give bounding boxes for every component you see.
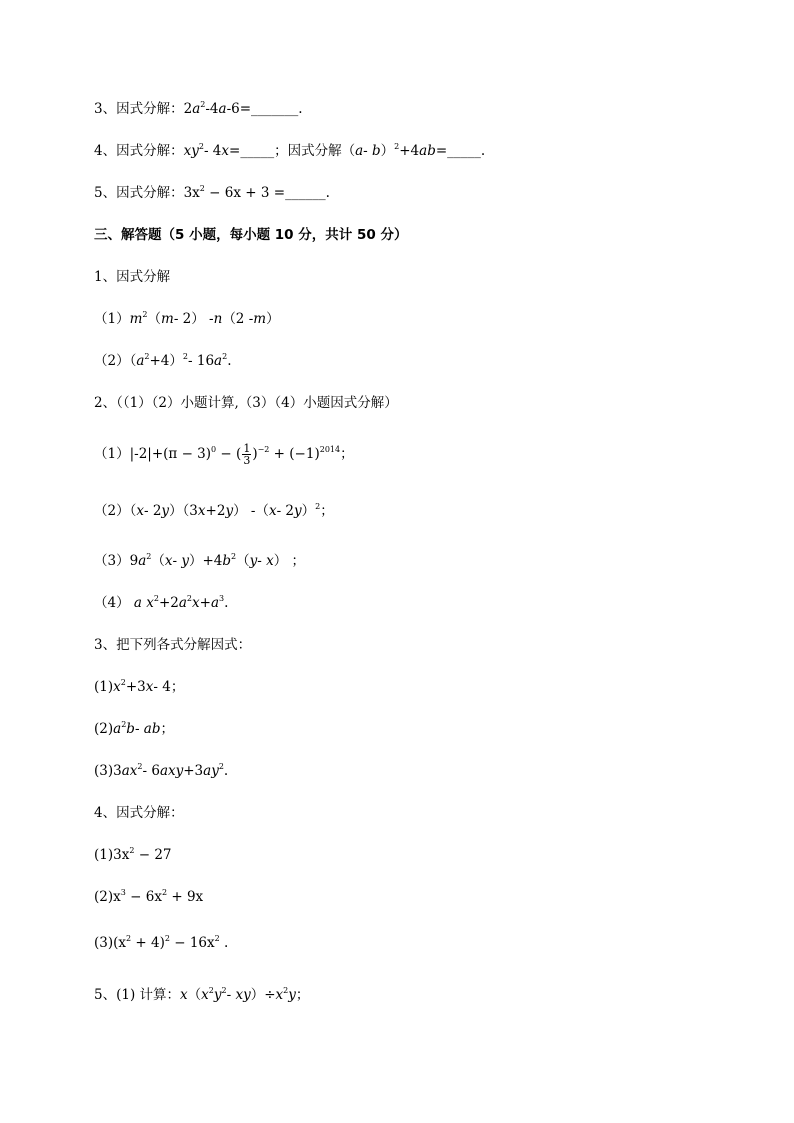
expr-part: （ — [236, 553, 250, 569]
expr-part: y — [225, 503, 234, 519]
expr-part: - — [257, 553, 267, 569]
expr-part: x — [221, 143, 230, 159]
expr-part: - 16 — [188, 353, 215, 369]
expr-part: + 4) — [131, 935, 165, 951]
expr-part: y — [213, 987, 222, 1003]
expr-part: ）（3 — [169, 503, 198, 519]
expr-part: ab — [143, 721, 161, 737]
part-prefix: (3)3 — [94, 763, 122, 779]
expr-part: . — [480, 143, 486, 159]
exponent: 2 — [198, 142, 204, 151]
item-label: 5、(1) 计算： — [94, 987, 181, 1003]
question-2-part-2 — [94, 501, 334, 521]
expr-part: -4 — [205, 101, 219, 117]
expr-part: ； — [295, 987, 310, 1003]
part-prefix: (2)x — [94, 889, 121, 905]
expr-part: - — [363, 143, 372, 159]
expr-part: ） — [301, 503, 316, 519]
part-prefix: (1) — [94, 679, 114, 695]
expr-part: . — [223, 763, 229, 779]
expr-part: ）+4 — [188, 553, 223, 569]
exponent: 2 — [153, 594, 159, 603]
expr-part: ） -（ — [233, 503, 269, 519]
expr-part: +4） — [149, 353, 183, 369]
expr-part: ax — [121, 763, 138, 779]
exponent: 2 — [214, 934, 220, 943]
expr-part: x — [164, 553, 173, 569]
expr-part: ；因式分解（ — [274, 143, 356, 159]
exponent: 2 — [283, 986, 289, 995]
question-4-part-1 — [94, 845, 172, 865]
question-1-label: 1、因式分解 — [94, 269, 171, 285]
expr-part: +3 — [183, 763, 204, 779]
exponent: 2 — [120, 678, 126, 687]
expr-part: x — [180, 987, 188, 1003]
expr-part: 2 — [183, 101, 193, 117]
exponent: 2 — [208, 986, 214, 995]
question-3-label: 3、把下列各式分解因式： — [94, 637, 252, 653]
expr-part: axy — [159, 763, 184, 779]
expr-part: - 2 — [143, 503, 162, 519]
expr-part: − 6x — [125, 889, 162, 905]
part-prefix: （1） — [94, 311, 130, 327]
expr-part: x — [197, 503, 206, 519]
question-2-part-3 — [94, 551, 305, 571]
exponent: 2 — [164, 934, 170, 943]
expr-part: + 9x — [167, 889, 204, 905]
question-1-part-2 — [94, 351, 231, 371]
expr-part: . — [325, 185, 330, 201]
exponent: 2014 — [319, 445, 341, 454]
answer-blank[interactable]: ______ — [285, 185, 326, 201]
expr-part: ； — [320, 503, 334, 519]
expr-part: y — [161, 503, 170, 519]
expr-part: . — [227, 353, 232, 369]
expr-part: xy — [235, 987, 251, 1003]
exponent: 2 — [144, 352, 150, 361]
expr-part: +2 — [158, 595, 179, 611]
exponent: 2 — [218, 762, 224, 771]
expr-part: x — [266, 553, 274, 569]
part-prefix: （2）（ — [94, 353, 137, 369]
expr-part: + — [199, 595, 211, 611]
exponent: 0 — [211, 445, 217, 454]
exponent: 2 — [394, 142, 400, 151]
expr-part: b — [372, 143, 381, 159]
exponent: 2 — [161, 888, 168, 897]
exponent: −2 — [257, 445, 270, 454]
expr-part: − 6x + 3 = — [204, 185, 286, 201]
expr-part: x — [113, 679, 121, 695]
expr-part: . — [298, 101, 303, 117]
expr-part: ）÷ — [250, 987, 276, 1003]
expr-part: a — [218, 101, 227, 117]
fraction — [242, 443, 251, 466]
expr-part: +4 — [399, 143, 420, 159]
question-3-part-2 — [94, 719, 174, 739]
expr-part: - 4 — [203, 143, 222, 159]
fill-item-5 — [94, 183, 330, 203]
expr-part: ） ； — [273, 553, 306, 569]
expr-part: y — [288, 987, 296, 1003]
question-2-part-1 — [94, 443, 354, 466]
expr-part: a — [192, 101, 201, 117]
expr-part: - — [172, 553, 182, 569]
expr-part: m — [253, 311, 267, 327]
expr-part: - 6 — [142, 763, 160, 779]
item-label: 4、因式分解： — [94, 143, 184, 159]
expr-part: + (−1) — [269, 446, 320, 462]
expr-part: （2 - — [222, 311, 254, 327]
expr-part: x — [275, 987, 284, 1003]
numerator: 1 — [243, 442, 251, 455]
exponent: 2 — [129, 846, 135, 855]
exponent: 3 — [219, 594, 225, 603]
item-label: 3、因式分解： — [94, 101, 184, 117]
expr-part: ay — [203, 763, 219, 779]
denominator: 3 — [243, 454, 251, 467]
part-prefix: （4） — [94, 595, 134, 611]
expr-part: x — [136, 503, 144, 519]
expr-part: ) — [252, 446, 258, 462]
exponent: 2 — [222, 352, 228, 361]
part-prefix: (2) — [94, 721, 114, 737]
expr-part: a — [178, 595, 187, 611]
expr-part: x — [268, 503, 277, 519]
exponent: 2 — [146, 552, 152, 561]
question-4-part-2 — [94, 887, 203, 907]
expr-part: b — [222, 553, 232, 569]
exponent: 2 — [199, 184, 205, 193]
fill-item-4 — [94, 141, 485, 161]
question-5 — [94, 985, 309, 1005]
answer-blank[interactable]: _______ — [251, 101, 299, 117]
expr-part: ； — [340, 446, 354, 462]
expr-part: - 4； — [153, 679, 185, 695]
expr-part: = — [229, 143, 241, 159]
expr-part: − 27 — [134, 847, 172, 863]
expr-part: - — [226, 987, 236, 1003]
expr-part: − 16x — [169, 935, 215, 951]
expr-part: -6= — [226, 101, 252, 117]
item-label: 5、因式分解： — [94, 185, 184, 201]
expr-part: 3x — [183, 185, 200, 201]
expr-part: . — [219, 935, 229, 951]
expr-part: xy — [183, 143, 199, 159]
expr-part: （ — [151, 553, 165, 569]
question-4-part-3 — [94, 933, 228, 953]
expr-part: - 2 — [276, 503, 295, 519]
expr-part: |-2|+(π − 3) — [129, 446, 212, 462]
expr-part: ） — [380, 143, 395, 159]
expr-part: a — [113, 721, 122, 737]
expr-part: a — [138, 553, 147, 569]
exponent: 2 — [121, 720, 127, 729]
expr-part: （ — [187, 987, 202, 1003]
expr-part: +2 — [205, 503, 226, 519]
part-prefix: （3）9 — [94, 553, 139, 569]
expr-part: a — [214, 353, 223, 369]
fill-item-3 — [94, 99, 303, 119]
expr-part: a x — [133, 595, 154, 611]
exponent: 2 — [142, 310, 148, 319]
exponent: 2 — [137, 762, 143, 771]
part-prefix: （1） — [94, 446, 130, 462]
exponent: 2 — [221, 986, 227, 995]
expr-part: - — [134, 721, 144, 737]
expr-part: y — [181, 553, 189, 569]
expr-part: b — [126, 721, 135, 737]
part-prefix: (3)(x — [94, 935, 127, 951]
question-1-part-1 — [94, 309, 280, 329]
answer-blank[interactable]: _____ — [240, 143, 275, 159]
expr-part: − ( — [216, 446, 242, 462]
exponent: 3 — [120, 888, 126, 897]
question-3-part-1 — [94, 677, 184, 697]
expr-part: x — [201, 987, 209, 1003]
exponent: 2 — [182, 352, 188, 361]
exponent: 2 — [126, 934, 132, 943]
part-prefix: （2）（ — [94, 503, 137, 519]
expr-part: a — [355, 143, 364, 159]
exponent: 2 — [315, 502, 321, 511]
part-prefix: (1)3x — [94, 847, 130, 863]
question-2-part-4 — [94, 593, 228, 613]
expr-part: = — [435, 143, 448, 159]
expr-part: ab — [419, 143, 436, 159]
section-heading: 三、解答题（5 小题，每小题 10 分，共计 50 分） — [94, 227, 408, 243]
expr-part: a — [136, 353, 145, 369]
expr-part: y — [294, 503, 302, 519]
question-3-part-3 — [94, 761, 228, 781]
expr-part: x — [145, 679, 154, 695]
expr-part: n — [213, 311, 223, 327]
question-4-label: 4、因式分解： — [94, 805, 184, 821]
question-2-label: 2、（（1）（2）小题计算,（3）（4）小题因式分解） — [94, 395, 398, 411]
expr-part: . — [224, 595, 229, 611]
exponent: 2 — [186, 594, 193, 603]
expr-part: - 2） - — [173, 311, 214, 327]
expr-part: x — [192, 595, 200, 611]
expr-part: a — [210, 595, 220, 611]
expr-part: （ — [147, 311, 161, 327]
expr-part: ） — [266, 311, 280, 327]
exponent: 2 — [231, 552, 237, 561]
expr-part: ； — [160, 721, 174, 737]
exponent: 2 — [200, 100, 206, 109]
expr-part: +3 — [125, 679, 146, 695]
expr-part: y — [249, 553, 258, 569]
expr-part: m — [129, 311, 143, 327]
expr-part: m — [161, 311, 174, 327]
answer-blank[interactable]: _____ — [447, 143, 481, 159]
